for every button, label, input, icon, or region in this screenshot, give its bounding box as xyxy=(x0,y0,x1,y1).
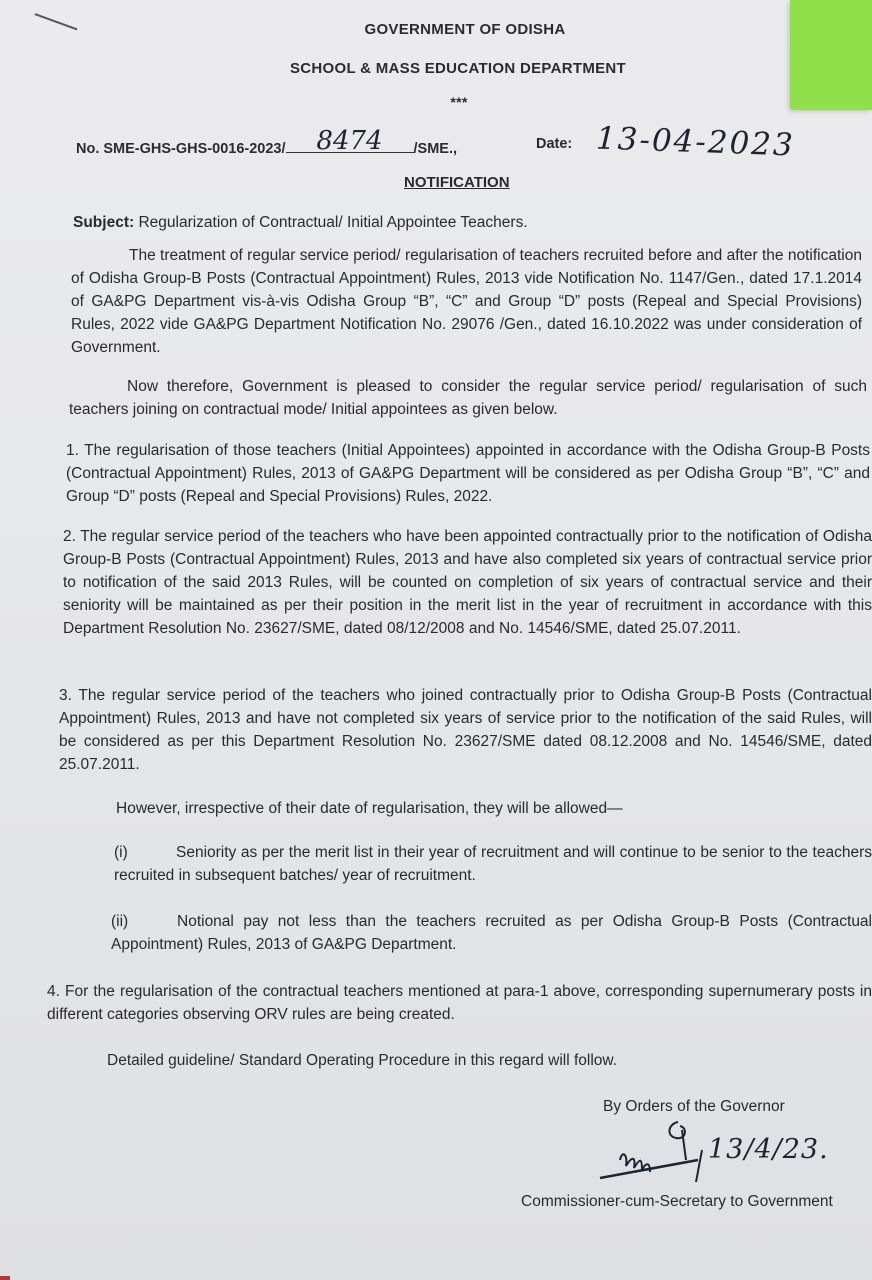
paragraph-3: 3. The regular service period of the teachers who joined contractually prior to Odisha Group-B Posts (Contractual Appointment) Rules, 2013 and have not completed six years of service prior to the notification of the said Rules, will be considered as per this Department Resolution No. 23627/SME dated 08.12.2008 and No. 14546/SME, dated 25.07.2011. xyxy=(59,687,872,773)
clause-i-number: (i) xyxy=(114,844,128,861)
reference-number-line xyxy=(76,126,458,157)
however-line: However, irrespective of their date of regularisation, they will be allowed— xyxy=(116,800,623,817)
signatory-designation: Commissioner-cum-Secretary to Government xyxy=(521,1193,833,1210)
separator-stars: *** xyxy=(450,94,468,110)
handwritten-reference-number: 8474 xyxy=(286,130,414,153)
government-heading: GOVERNMENT OF ODISHA xyxy=(364,21,566,38)
paragraph-1: 1. The regularisation of those teachers (Initial Appointees) appointed in accordance with the Odisha Group-B Posts (Contractual Appointment) Rules, 2013 of GA&PG Department will be considered as per Odisha Group “B”, “C” and Group “D” posts (Repeal and Special Provisions) Rules, 2022. xyxy=(66,442,870,505)
intro-paragraph: The treatment of regular service period/ regularisation of teachers recruited before and after the notification of Odisha Group-B Posts (Contractual Appointment) Rules, 2013 vide Notification No. 1147/Gen., dated 17.1.2014 of GA&PG Department vis-à-vis Odisha Group “B”, “C” and Group “D” posts (Repeal and Special Provisions) Rules, 2022 vide GA&PG Department Notification No. 29076 /Gen., dated 16.10.2022 was under consideration of Government. xyxy=(71,247,862,356)
paragraph-4: 4. For the regularisation of the contractual teachers mentioned at para-1 above, corresponding supernumerary posts in different categories observing ORV rules are being created. xyxy=(47,983,872,1023)
clause-i xyxy=(114,841,872,887)
subject-label: Subject: xyxy=(73,214,135,231)
clause-ii-number: (ii) xyxy=(111,913,129,930)
page-corner-mark xyxy=(0,1276,10,1280)
reference-suffix: /SME., xyxy=(413,141,458,157)
reference-prefix: No. SME-GHS-GHS-0016-2023/ xyxy=(76,141,286,157)
handwritten-date: 13-04-2023 xyxy=(595,120,796,164)
signature-block xyxy=(580,1120,860,1190)
by-orders-line: By Orders of the Governor xyxy=(603,1098,785,1115)
subject-line xyxy=(73,211,593,234)
clause-ii-text: Notional pay not less than the teachers recruited as per Odisha Group-B Posts (Contractual Appointment) Rules, 2013 of GA&PG Department. xyxy=(111,913,872,953)
department-heading: SCHOOL & MASS EDUCATION DEPARTMENT xyxy=(289,60,627,77)
now-therefore-paragraph: Now therefore, Government is pleased to consider the regular service period/ regularisation of such teachers joining on contractual mode/ Initial appointees as given below. xyxy=(69,378,867,418)
subject-text: Regularization of Contractual/ Initial Appointee Teachers. xyxy=(134,214,528,231)
guideline-line: Detailed guideline/ Standard Operating Procedure in this regard will follow. xyxy=(107,1052,618,1069)
clause-ii xyxy=(111,910,872,956)
date-label: Date: xyxy=(536,136,573,152)
notification-title: NOTIFICATION xyxy=(404,174,510,191)
paragraph-2: 2. The regular service period of the teachers who have been appointed contractually prior to the notification of Odisha Group-B Posts (Contractual Appointment) Rules, 2013 and have also completed six years of contractual service prior to notification of the said 2013 Rules, will be counted on completion of six years of contractual service and their seniority will be maintained as per their position in the merit list in the year of recruitment in accordance with this Department Resolution No. 23627/SME, dated 08/12/2008 and No. 14546/SME, dated 25.07.2011. xyxy=(63,528,872,637)
signature-date: 13/4/23. xyxy=(708,1134,829,1165)
clause-i-text: Seniority as per the merit list in their year of recruitment and will continue to be senior to the teachers recruited in subsequent batches/ year of recruitment. xyxy=(114,844,872,884)
